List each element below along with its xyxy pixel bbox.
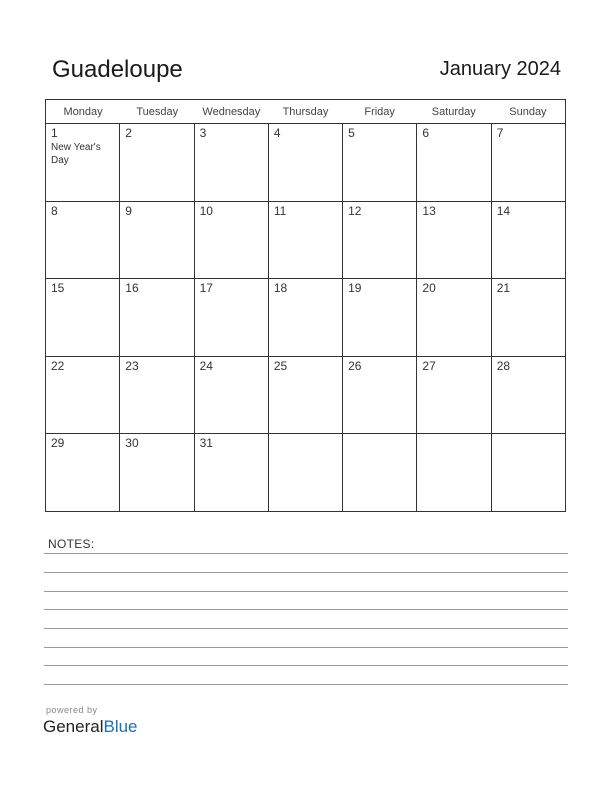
day-cell <box>417 279 491 356</box>
day-number: 31 <box>199 436 213 451</box>
week-row <box>46 279 565 357</box>
calendar-grid <box>45 99 566 512</box>
day-cell <box>46 357 120 434</box>
note-line <box>44 647 568 648</box>
day-cell <box>195 202 269 279</box>
day-number: 7 <box>496 126 504 140</box>
day-cell <box>269 124 343 201</box>
day-cell <box>120 279 194 356</box>
weekday-wednesday: Wednesday <box>202 106 261 118</box>
day-number: 23 <box>125 358 139 373</box>
day-cell <box>343 434 417 512</box>
day-number: 13 <box>422 203 436 218</box>
day-cell <box>195 434 269 512</box>
weekday-friday: Friday <box>364 106 395 118</box>
day-number: 22 <box>51 358 65 373</box>
day-number: 12 <box>348 203 362 218</box>
note-line <box>44 553 568 554</box>
weekday-monday: Monday <box>63 106 103 118</box>
notes-label: NOTES: <box>48 537 95 551</box>
country-title: Guadeloupe <box>52 56 183 83</box>
weeks-container <box>46 124 565 512</box>
day-number: 3 <box>199 126 207 140</box>
day-cell <box>343 279 417 356</box>
day-cell <box>46 124 120 201</box>
day-cell <box>269 202 343 279</box>
day-cell <box>417 202 491 279</box>
day-number: 24 <box>199 358 213 373</box>
brand-name-part2: Blue <box>103 717 138 736</box>
day-cell <box>417 434 491 512</box>
weekday-thursday: Thursday <box>282 106 329 118</box>
day-cell <box>492 279 565 356</box>
note-line <box>44 665 568 666</box>
day-number: 26 <box>348 358 362 373</box>
day-number: 9 <box>125 203 132 218</box>
day-cell <box>195 279 269 356</box>
day-cell <box>46 279 120 356</box>
day-cell <box>195 357 269 434</box>
day-cell <box>343 202 417 279</box>
weekday-saturday: Saturday <box>431 106 476 118</box>
day-number: 19 <box>348 281 362 296</box>
day-cell <box>46 434 120 512</box>
day-number: 1 <box>51 126 58 140</box>
day-cell <box>492 434 565 512</box>
week-row <box>46 357 565 435</box>
day-cell <box>120 202 194 279</box>
week-row <box>46 124 565 202</box>
day-number: 5 <box>348 126 355 140</box>
day-cell <box>417 357 491 434</box>
day-number: 29 <box>51 436 65 451</box>
day-cell <box>269 434 343 512</box>
day-number: 27 <box>422 358 436 373</box>
day-number: 11 <box>273 203 287 218</box>
day-number: 20 <box>422 281 436 296</box>
day-cell <box>195 124 269 201</box>
day-number: 28 <box>496 358 511 373</box>
day-cell <box>417 124 491 201</box>
note-line <box>44 591 568 592</box>
day-event: New Year's Day <box>51 142 101 166</box>
note-line <box>44 628 568 629</box>
day-cell <box>120 124 194 201</box>
brand-name-part1: General <box>43 717 104 736</box>
brand-logo <box>43 717 138 737</box>
day-cell <box>120 434 194 512</box>
weekday-sunday: Sunday <box>509 106 547 118</box>
day-number: 10 <box>199 203 213 218</box>
day-number: 2 <box>125 126 132 140</box>
day-number: 18 <box>273 281 288 296</box>
note-line <box>44 609 568 610</box>
day-number: 4 <box>273 126 281 140</box>
month-year-title: January 2024 <box>439 58 561 80</box>
weekday-tuesday: Tuesday <box>136 106 179 118</box>
day-number: 8 <box>51 203 58 218</box>
day-cell <box>120 357 194 434</box>
day-cell <box>492 124 565 201</box>
day-number: 30 <box>125 436 139 451</box>
day-cell <box>269 357 343 434</box>
day-number: 21 <box>496 281 511 296</box>
day-cell <box>343 124 417 201</box>
weekday-header-row <box>46 100 565 124</box>
day-cell <box>269 279 343 356</box>
note-line <box>44 572 568 573</box>
day-cell <box>46 202 120 279</box>
day-cell <box>492 202 565 279</box>
day-cell <box>492 357 565 434</box>
week-row <box>46 434 565 512</box>
week-row <box>46 202 565 280</box>
day-number: 17 <box>199 281 213 296</box>
day-number: 14 <box>496 203 511 218</box>
powered-by-text: powered by <box>46 705 98 715</box>
day-number: 16 <box>125 281 139 296</box>
note-line <box>44 684 568 685</box>
day-number: 15 <box>51 281 65 296</box>
day-number: 6 <box>422 126 430 140</box>
day-number: 25 <box>273 358 288 373</box>
day-cell <box>343 357 417 434</box>
